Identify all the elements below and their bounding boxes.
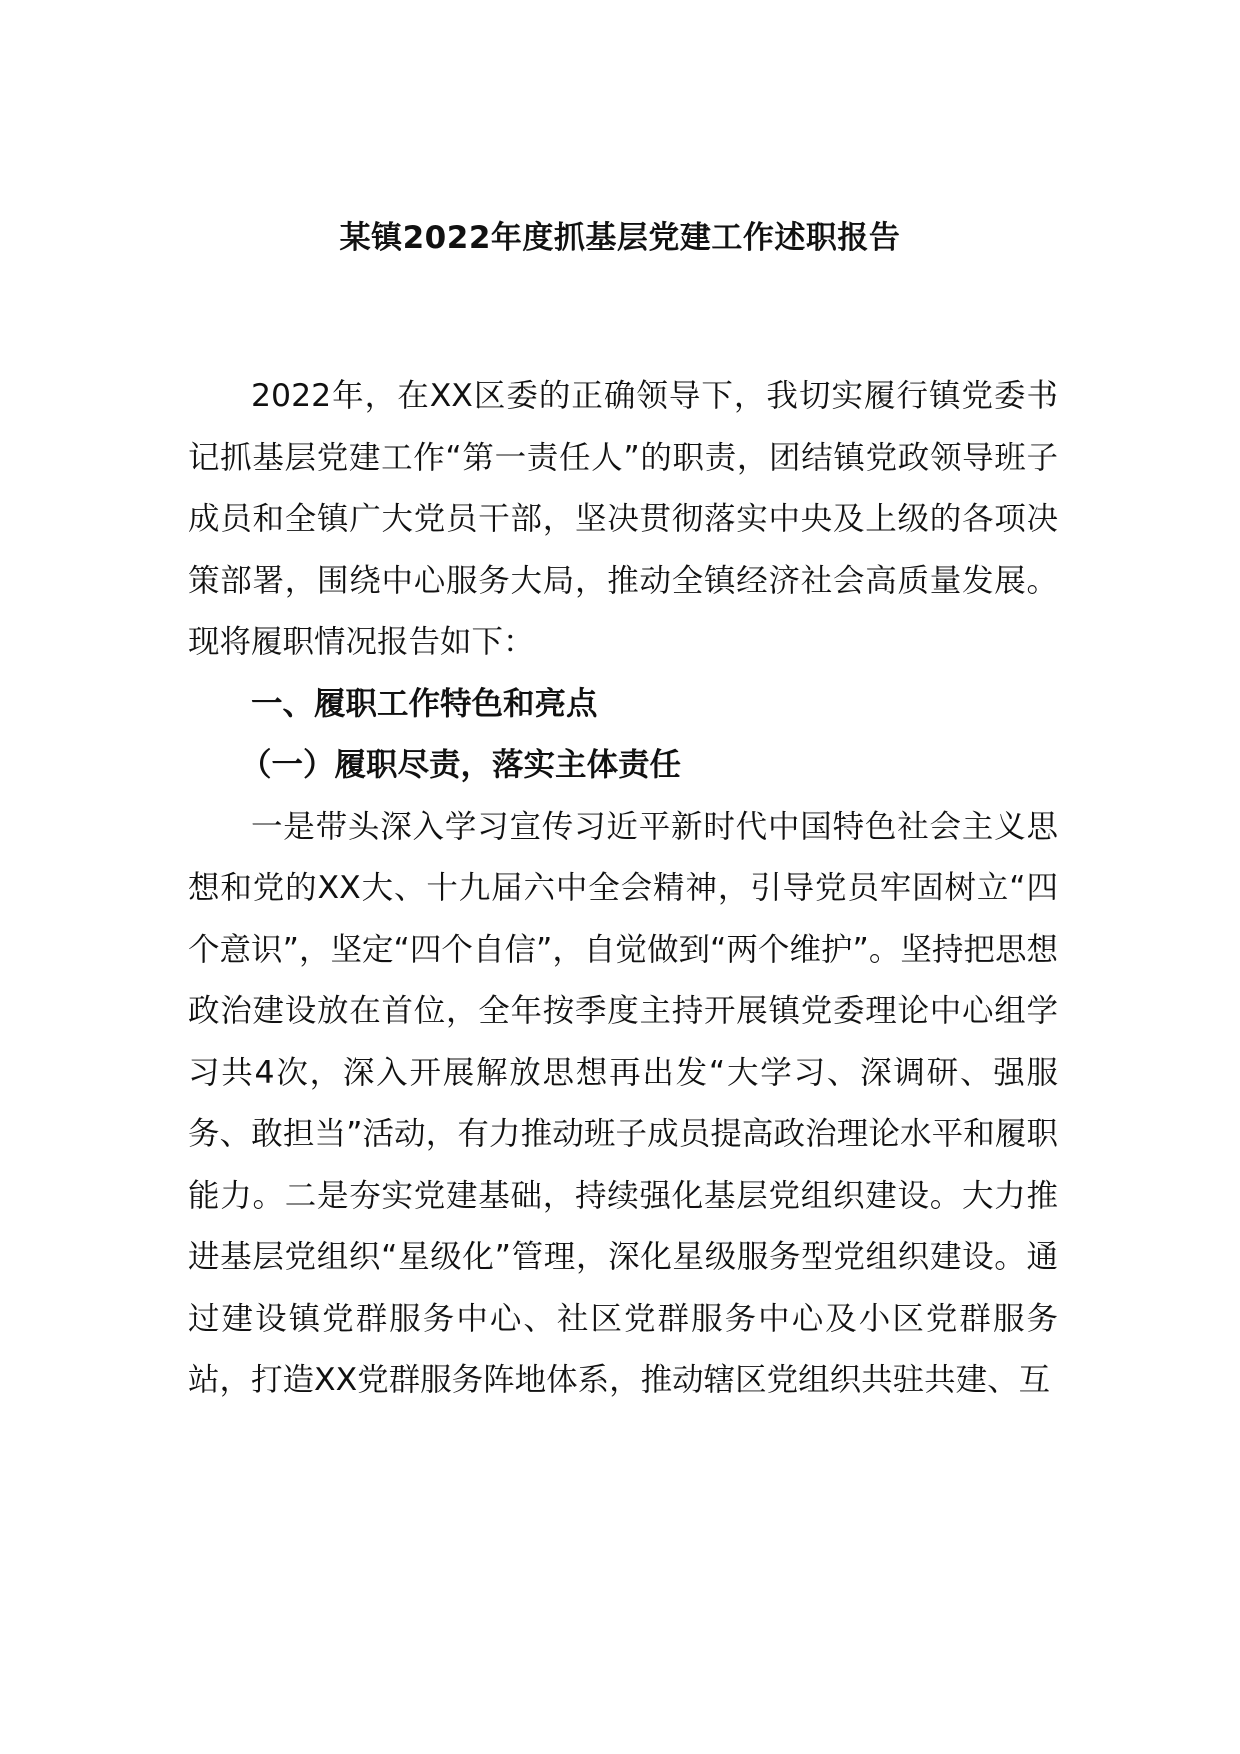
subsection-heading: （一）履职尽责，落实主体责任 [240, 747, 682, 783]
subsection-paragraph: 一是带头深入学习宣传习近平新时代中国特色社会主义思想和党的XX大、十九届六中全会精神，引导党员牢固树立“四个意识”，坚定“四个自信”，自觉做到“两个维护”。坚持把思想政治建设放在首位，全年按季度主持开展镇党委理论中心组学习共4次，深入开展解放思想再出发“大学习、深调研、强服务、敢担当”活动，有力推动班子成员提高政治理论水平和履职能力。二是夯实党建基础，持续强化基层党组织建设。大力推进基层党组织“星级化”管理，深化星级服务型党组织建设。通过建设镇党群服务中心、社区党群服务中心及小区党群服务站，打造XX党群服务阵地体系，推动辖区党组织共驻共建、互 [188, 808, 1058, 1398]
document-title: 某镇2022年度抓基层党建工作述职报告 [339, 220, 901, 256]
section-heading: 一、履职工作特色和亮点 [251, 685, 598, 722]
intro-paragraph: 2022年，在XX区委的正确领导下，我切实履行镇党委书记抓基层党建工作“第一责任人”的职责，团结镇党政领导班子成员和全镇广大党员干部，坚决贯彻落实中央及上级的各项决策部署，围绕中心服务大局，推动全镇经济社会高质量发展。现将履职情况报告如下： [188, 378, 1058, 660]
document-body [188, 366, 1058, 1412]
